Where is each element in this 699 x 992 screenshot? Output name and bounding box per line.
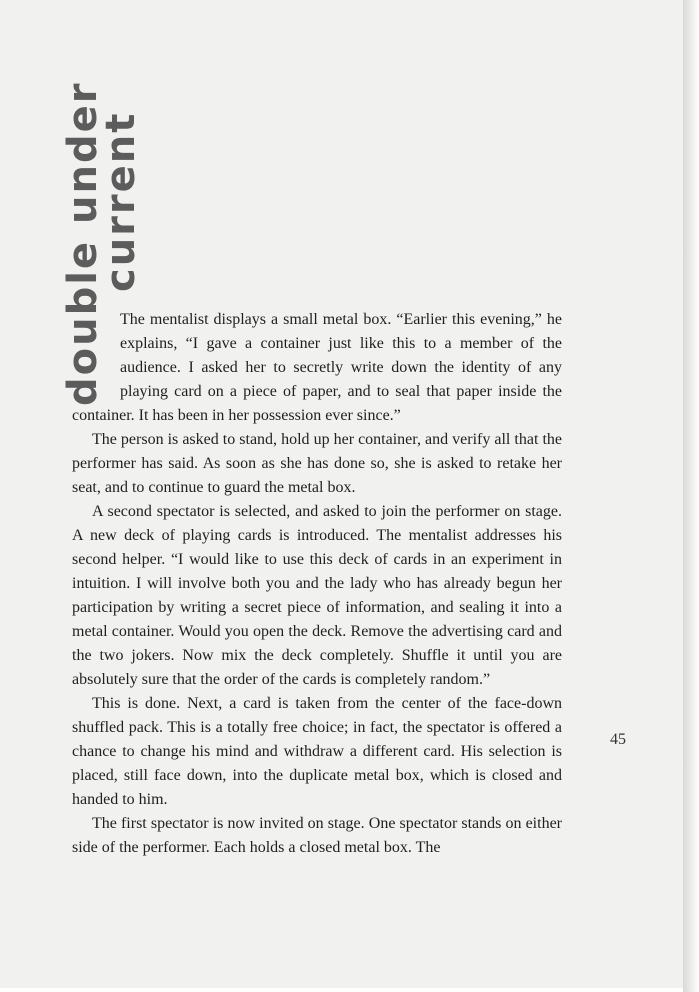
page-edge [683,0,699,992]
paragraph-1: The mentalist displays a small metal box. “Earlier this evening,” he explains, “I gave a container just like this to a member of the audience. I asked her to secretly write down the identity of any playing card on a piece of paper, and to seal that paper inside the container. It has been in her possession ever since.” [72,311,562,424]
title-wrap-space [72,308,120,404]
chapter-title-line-2: current [98,111,144,292]
body-text [72,308,562,860]
paragraph-2: The person is asked to stand, hold up her container, and verify all that the performer has said. As soon as she has done so, she is asked to retake her seat, and to continue to guard the metal box. [72,431,562,496]
paragraph-4: This is done. Next, a card is taken from the center of the face-down shuffled pack. This is a totally free choice; in fact, the spectator is offered a chance to change his mind and withdraw a different card. His selection is placed, still face down, into the duplicate metal box, which is closed and handed to him. [72,695,562,808]
paragraph-3: A second spectator is selected, and asked to join the performer on stage. A new deck of playing cards is introduced. The mentalist addresses his second helper. “I would like to use this deck of cards in an experiment in intuition. I will involve both you and the lady who has already begun her participation by writing a secret piece of information, and sealing it into a metal container. Would you open the deck. Remove the advertising card and the two jokers. Now mix the deck completely. Shuffle it until you are absolutely sure that the order of the cards is completely random.” [72,503,562,688]
chapter-title-line-1: double under [60,81,106,406]
paragraph-5: The first spectator is now invited on stage. One spectator stands on either side of the performer. Each holds a closed metal box. The [72,815,562,856]
page-number: 45 [610,731,626,748]
